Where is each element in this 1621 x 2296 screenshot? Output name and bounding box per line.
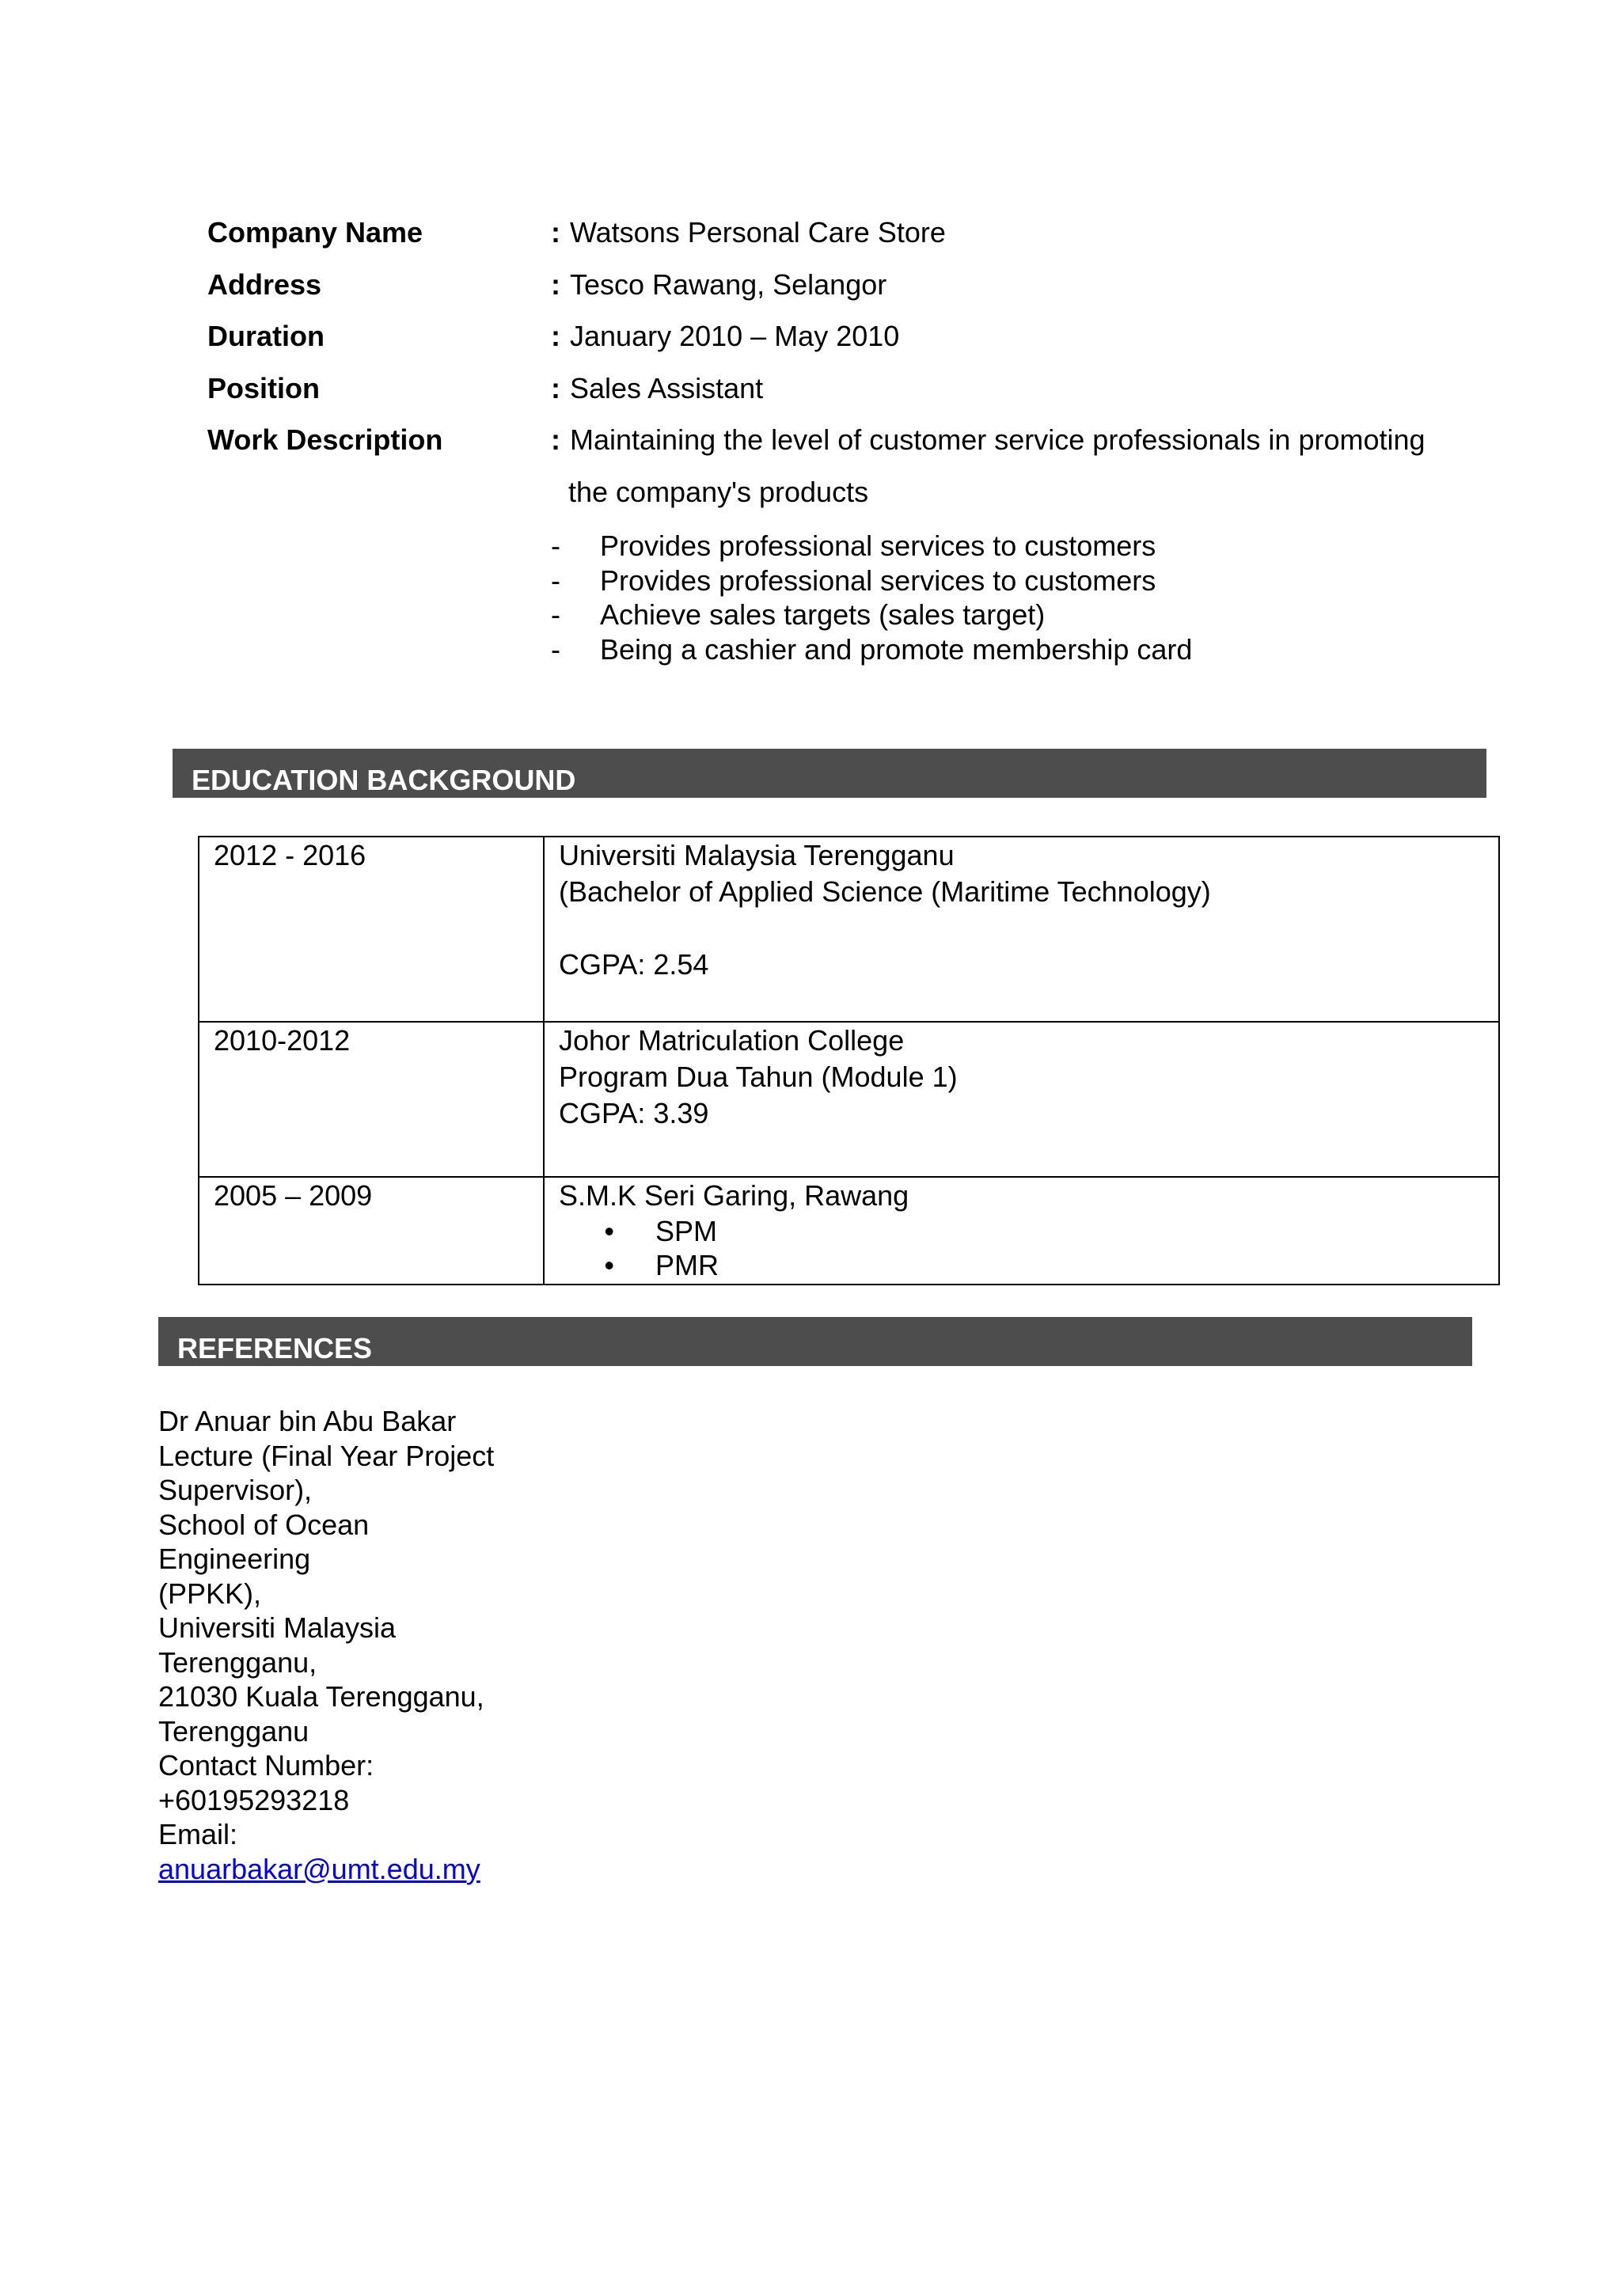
program-name: (Bachelor of Applied Science (Maritime Technology)	[559, 875, 1211, 908]
table-row	[199, 1022, 1499, 1177]
address-text: Tesco Rawang, Selangor	[570, 268, 887, 301]
bullet-dot: •	[604, 1215, 614, 1247]
address-value	[551, 269, 886, 301]
duration-label: Duration	[207, 320, 325, 352]
education-details	[544, 1022, 1499, 1177]
list-item	[559, 1214, 1498, 1248]
education-details	[544, 837, 1499, 1022]
company-name-label: Company Name	[207, 216, 423, 249]
qualification-text: PMR	[655, 1249, 719, 1281]
dash-bullet: -	[551, 598, 560, 631]
education-details	[544, 1177, 1499, 1285]
reference-line: Email:	[158, 1818, 238, 1850]
list-item	[551, 529, 1192, 564]
table-row	[199, 1177, 1499, 1285]
reference-line: Lecture (Final Year Project	[158, 1439, 495, 1472]
reference-line: School of Ocean	[158, 1508, 370, 1541]
reference-line: Dr Anuar bin Abu Bakar	[158, 1405, 457, 1437]
cgpa-value: CGPA: 3.39	[559, 1097, 709, 1129]
reference-line: Terengganu,	[158, 1645, 317, 1679]
position-value	[551, 373, 763, 404]
qualification-text: SPM	[655, 1215, 718, 1247]
education-years: 2005 – 2009	[199, 1177, 544, 1285]
dash-bullet: -	[551, 529, 560, 562]
reference-line: Universiti Malaysia	[158, 1611, 397, 1644]
institution-name: S.M.K Seri Garing, Rawang	[559, 1179, 909, 1212]
education-years: 2010-2012	[199, 1022, 544, 1177]
work-description-line1: Maintaining the level of customer service professionals in promoting	[570, 423, 1425, 456]
program-name: Program Dua Tahun (Module 1)	[559, 1061, 958, 1093]
education-table	[198, 836, 1500, 1285]
reference-line: +60195293218	[158, 1783, 350, 1816]
duration-value	[551, 321, 899, 352]
position-label: Position	[207, 372, 320, 404]
colon: :	[551, 216, 560, 249]
table-row	[199, 837, 1499, 1022]
company-name-text: Watsons Personal Care Store	[570, 216, 946, 249]
colon: :	[551, 320, 560, 352]
colon: :	[551, 268, 560, 301]
work-description-value	[551, 424, 1425, 456]
reference-line: Contact Number:	[158, 1749, 374, 1782]
education-section-header	[173, 749, 1486, 798]
company-name-value	[551, 217, 946, 249]
reference-contact	[158, 1404, 494, 1886]
colon: :	[551, 372, 560, 404]
reference-line: 21030 Kuala Terengganu,	[158, 1680, 484, 1713]
list-item	[559, 1248, 1498, 1282]
duty-text: Provides professional services to customers	[600, 529, 1156, 562]
institution-name: Johor Matriculation College	[559, 1024, 905, 1057]
list-item	[551, 564, 1192, 598]
duration-text: January 2010 – May 2010	[570, 320, 900, 352]
email-link[interactable]: anuarbakar@umt.edu.my	[158, 1852, 480, 1885]
references-section-header	[158, 1317, 1472, 1366]
work-duties-list	[551, 529, 1192, 666]
work-description-label: Work Description	[207, 423, 443, 456]
address-label: Address	[207, 268, 322, 301]
cgpa-value: CGPA: 2.54	[559, 948, 709, 981]
duty-text: Achieve sales targets (sales target)	[600, 598, 1046, 631]
education-years: 2012 - 2016	[199, 837, 544, 1022]
institution-name: Universiti Malaysia Terengganu	[559, 839, 955, 871]
list-item	[551, 632, 1192, 667]
reference-line: Terengganu	[158, 1714, 309, 1748]
reference-line: Supervisor),	[158, 1474, 313, 1506]
work-description-line2: the company's products	[568, 476, 869, 508]
position-text: Sales Assistant	[570, 372, 764, 404]
education-heading: EDUCATION BACKGROUND	[192, 764, 576, 796]
bullet-dot: •	[604, 1249, 614, 1281]
list-item	[551, 598, 1192, 632]
reference-line: (PPKK),	[158, 1577, 262, 1610]
colon: :	[551, 423, 560, 456]
duty-text: Being a cashier and promote membership card	[600, 632, 1193, 666]
reference-line: Engineering	[158, 1543, 311, 1575]
dash-bullet: -	[551, 564, 560, 597]
dash-bullet: -	[551, 632, 560, 666]
duty-text: Provides professional services to customers	[600, 564, 1156, 597]
references-heading: REFERENCES	[177, 1332, 373, 1364]
